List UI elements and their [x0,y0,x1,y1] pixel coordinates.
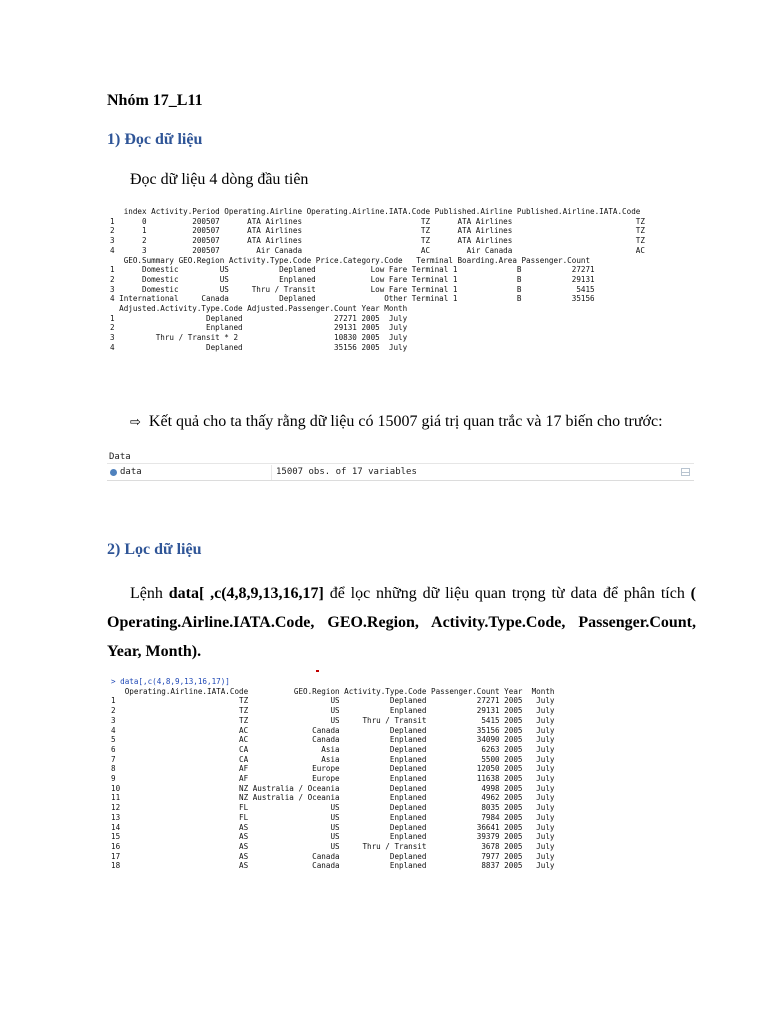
console-line: 3 2 200507 ATA Airlines TZ ATA Airlines TZ [110,236,645,246]
console-line: 2 TZ US Enplaned 29131 2005 July [111,706,555,716]
console-line: 15 AS US Enplaned 39379 2005 July [111,832,555,842]
console-line: Operating.Airline.IATA.Code GEO.Region Activity.Type.Code Passenger.Count Year Month [111,686,555,696]
console-line: 17 AS Canada Deplaned 7977 2005 July [111,851,555,861]
environment-header: Data [107,451,694,464]
environment-panel [107,451,694,481]
console-line: 12 FL US Deplaned 8035 2005 July [111,803,555,813]
console-line: 2 Enplaned 29131 2005 July [110,323,408,333]
environment-row-data[interactable] [107,465,694,481]
console-line: GEO.Summary GEO.Region Activity.Type.Code Price.Category.Code Terminal Boarding.Area Passenger.Count [110,255,591,265]
para-variables: ( Operating.Airline.IATA.Code, GEO.Region, Activity.Type.Code, Passenger.Count, Year, Month). [107,585,696,660]
para-middle: để lọc những dữ liệu quan trọng từ data để phân tích [323,585,691,602]
console-line: 1 Deplaned 27271 2005 July [110,313,408,323]
console-line: 4 Deplaned 35156 2005 July [110,342,408,352]
console-command: > data[,c(4,8,9,13,16,17)] [111,677,230,686]
console-line: 7 CA Asia Enplaned 5500 2005 July [111,754,555,764]
console-line: 3 Thru / Transit * 2 10830 2005 July [110,333,408,343]
console-line: 10 NZ Australia / Oceania Deplaned 4998 2005 July [111,783,555,793]
console-line: 1 Domestic US Deplaned Low Fare Terminal 1 B 27271 [110,265,595,275]
console-line: 3 Domestic US Thru / Transit Low Fare Terminal 1 B 5415 [110,284,595,294]
console-line: 4 AC Canada Deplaned 35156 2005 July [111,725,555,735]
console-line: 3 TZ US Thru / Transit 5415 2005 July [111,715,555,725]
console-line: 1 0 200507 ATA Airlines TZ ATA Airlines TZ [110,216,645,226]
para-code: data[ ,c(4,8,9,13,16,17] [168,585,324,602]
result-line [130,413,663,431]
section-1-subtext: Đọc dữ liệu 4 dòng đầu tiên [130,171,309,188]
arrow-right-icon: ⇨ [130,415,141,430]
console-line: 6 CA Asia Deplaned 6263 2005 July [111,744,555,754]
console-line: 4 3 200507 Air Canada AC Air Canada AC [110,245,645,255]
result-text: Kết quả cho ta thấy rằng dữ liệu có 15007 giá trị quan trắc và 17 biến cho trước: [148,413,663,430]
console-line: 11 NZ Australia / Oceania Enplaned 4962 2005 July [111,793,555,803]
console-line: 18 AS Canada Enplaned 8837 2005 July [111,861,555,871]
console-line: 2 Domestic US Enplaned Low Fare Terminal 1 B 29131 [110,274,595,284]
console-line: 4 International Canada Deplaned Other Terminal 1 B 35156 [110,294,595,304]
console-line: 8 AF Europe Deplaned 12050 2005 July [111,764,555,774]
console-line: 14 AS US Deplaned 36641 2005 July [111,822,555,832]
console-line: 2 1 200507 ATA Airlines TZ ATA Airlines TZ [110,226,645,236]
console-line: 9 AF Europe Enplaned 11638 2005 July [111,774,555,784]
console-line: 13 FL US Enplaned 7984 2005 July [111,812,555,822]
console-line: Adjusted.Activity.Type.Code Adjusted.Passenger.Count Year Month [110,304,408,314]
r-console-output-head [110,207,670,353]
table-view-icon[interactable] [681,468,690,476]
section-2-paragraph [107,579,696,666]
variable-name: data [120,467,142,477]
console-line: 1 TZ US Deplaned 27271 2005 July [111,696,555,706]
section-2-heading: 2) Lọc dữ liệu [107,541,202,558]
document-title: Nhóm 17_L11 [107,92,203,109]
variable-value: 15007 obs. of 17 variables [271,465,417,480]
console-line: index Activity.Period Operating.Airline Operating.Airline.IATA.Code Published.Airline Published.Airline.IATA.Code [110,207,641,216]
r-console-output-filtered [111,677,611,871]
console-body [111,687,611,871]
section-1-heading: 1) Đọc dữ liệu [107,131,203,148]
console-line: 16 AS US Thru / Transit 3678 2005 July [111,841,555,851]
red-mark [316,670,319,672]
para-prefix: Lệnh [130,585,169,602]
expand-circle-icon[interactable] [110,469,117,476]
console-line: 5 AC Canada Enplaned 34090 2005 July [111,735,555,745]
